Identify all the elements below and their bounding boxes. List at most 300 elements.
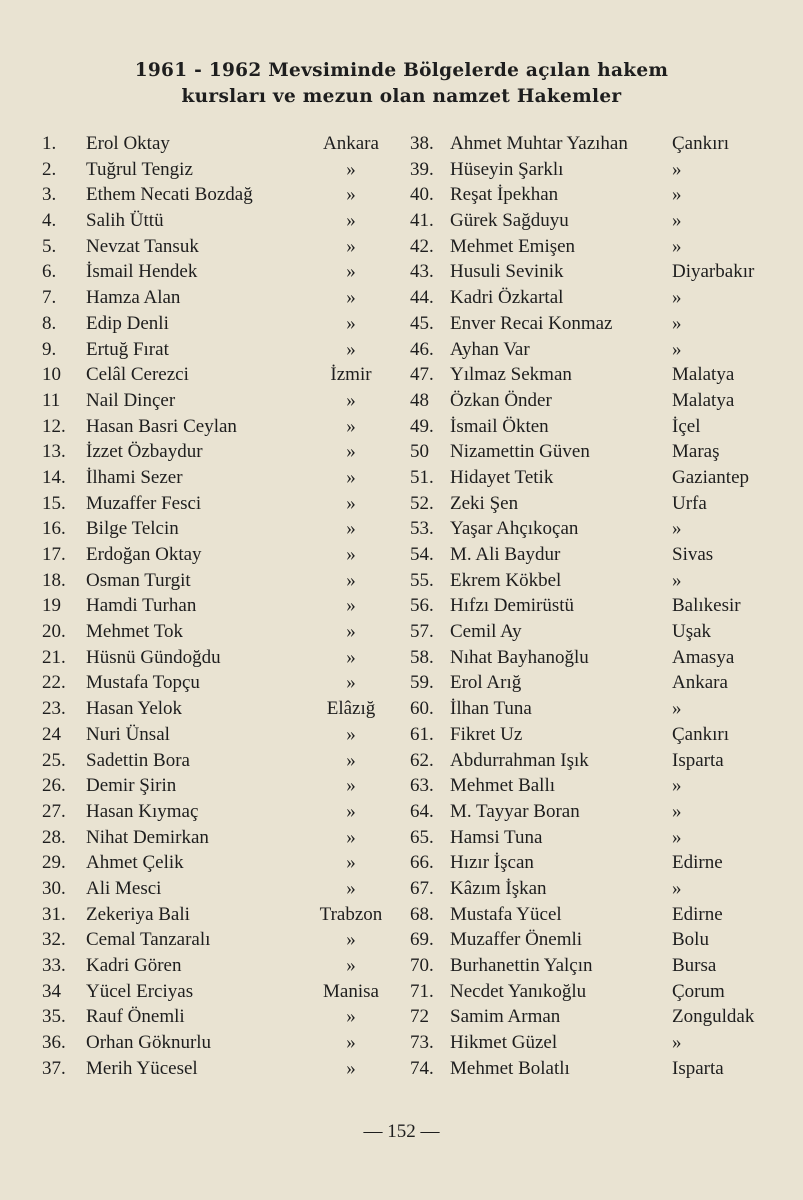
entry-number: 69.: [410, 929, 434, 951]
list-item: [410, 542, 775, 568]
referee-name: Reşat İpekhan: [450, 184, 559, 206]
list-item: [410, 362, 775, 388]
entry-number: 37.: [42, 1057, 66, 1079]
referee-name: Ayhan Var: [450, 338, 530, 360]
referee-city: »: [346, 518, 356, 540]
list-item: [42, 1004, 392, 1030]
referee-name: Mehmet Ballı: [450, 775, 556, 797]
referee-city: »: [346, 466, 356, 488]
entry-number: 59.: [410, 672, 434, 694]
referee-name: Burhanettin Yalçın: [450, 955, 593, 976]
list-item: [42, 568, 392, 594]
referee-name: İlhami Sezer: [86, 466, 183, 488]
list-item: [42, 799, 392, 825]
referee-city: Urfa: [672, 492, 707, 514]
entry-number: 27.: [42, 800, 66, 822]
referee-name: Zeki Şen: [450, 492, 519, 514]
referee-name: İlhan Tuna: [450, 698, 532, 720]
referee-name: Hamdi Turhan: [86, 595, 197, 617]
entry-number: 65.: [410, 826, 434, 848]
referee-city: »: [346, 569, 356, 591]
entry-number: 63.: [410, 775, 434, 797]
entry-number: 64.: [410, 800, 434, 822]
list-item: [410, 157, 775, 183]
entry-number: 41.: [410, 210, 434, 232]
referee-city: »: [346, 929, 356, 951]
list-item: [42, 619, 392, 645]
entry-number: 30.: [42, 877, 66, 899]
referee-city: »: [346, 595, 356, 617]
referee-city: »: [346, 312, 356, 334]
list-item: [42, 1056, 392, 1082]
entry-number: 46.: [410, 338, 434, 360]
entry-number: 52.: [410, 492, 434, 514]
referee-name: Kadri Özkartal: [450, 287, 564, 309]
entry-number: 3.: [42, 184, 57, 206]
referee-city: »: [346, 287, 356, 309]
referee-city: Zonguldak: [672, 1006, 755, 1028]
entry-number: 5.: [42, 235, 57, 257]
referee-name: Erdoğan Oktay: [86, 544, 202, 565]
referee-name: Samim Arman: [450, 1006, 561, 1028]
referee-name: Erol Oktay: [86, 133, 170, 154]
entry-number: 1.: [42, 133, 57, 154]
list-item: [410, 645, 775, 671]
list-item: [410, 670, 775, 696]
referee-name: Gürek Sağduyu: [450, 210, 569, 232]
referee-name: M. Ali Baydur: [450, 544, 561, 565]
entry-number: 54.: [410, 544, 434, 565]
referee-city: Uşak: [672, 621, 712, 643]
entry-number: 17.: [42, 544, 66, 565]
referee-city: »: [346, 723, 356, 745]
referee-city: Manisa: [323, 980, 379, 1002]
list-item: [42, 876, 392, 902]
referee-city: »: [672, 518, 682, 540]
referee-name: Nevzat Tansuk: [86, 235, 199, 257]
list-item: [42, 182, 392, 208]
referee-city: »: [346, 415, 356, 437]
referee-name: Yaşar Ahçıkoçan: [450, 518, 579, 540]
list-item: [42, 311, 392, 337]
referee-city: »: [346, 749, 356, 771]
referee-name: İsmail Hendek: [86, 261, 198, 283]
list-item: [410, 285, 775, 311]
list-item: [42, 850, 392, 876]
referee-city: »: [672, 1032, 682, 1054]
referee-name: Enver Recai Konmaz: [450, 312, 613, 334]
referee-name: Ahmet Çelik: [86, 852, 184, 874]
entry-number: 34: [42, 980, 61, 1002]
list-item: [42, 157, 392, 183]
list-item: [410, 208, 775, 234]
entry-number: 42.: [410, 235, 434, 257]
referee-name: Bilge Telcin: [86, 518, 179, 540]
list-item: [410, 234, 775, 260]
referee-city: Bolu: [672, 929, 709, 951]
list-item: [42, 825, 392, 851]
entry-number: 21.: [42, 646, 66, 668]
referee-city: Diyarbakır: [672, 261, 755, 283]
referee-city: »: [672, 158, 682, 180]
entry-number: 49.: [410, 415, 434, 437]
list-item: [410, 1056, 775, 1082]
list-item: [410, 337, 775, 363]
referee-name: Hasan Kıymaç: [86, 800, 199, 822]
list-item: [42, 516, 392, 542]
referee-city: »: [346, 158, 356, 180]
referee-city: »: [672, 826, 682, 848]
entry-number: 12.: [42, 415, 66, 437]
referee-city: »: [346, 826, 356, 848]
referee-name: Husuli Sevinik: [450, 261, 564, 283]
referee-city: »: [672, 210, 682, 232]
list-item: [42, 953, 392, 979]
referee-name: Merih Yücesel: [86, 1057, 198, 1079]
referee-name: Celâl Cerezci: [86, 364, 189, 386]
referee-name: Nıhat Bayhanoğlu: [450, 646, 589, 668]
referee-name: Orhan Göknurlu: [86, 1032, 212, 1054]
referee-city: Ankara: [323, 133, 379, 154]
list-item: [410, 619, 775, 645]
entry-number: 73.: [410, 1032, 434, 1054]
referee-city: Amasya: [672, 646, 735, 668]
entry-number: 57.: [410, 621, 434, 643]
list-item: [42, 645, 392, 671]
referee-city: »: [346, 800, 356, 822]
list-item: [410, 491, 775, 517]
entry-number: 55.: [410, 569, 434, 591]
referee-city: »: [672, 800, 682, 822]
referee-city: Balıkesir: [672, 595, 741, 617]
entry-number: 61.: [410, 723, 434, 745]
list-item: [410, 388, 775, 414]
list-item: [42, 979, 392, 1005]
referee-city: »: [672, 235, 682, 257]
referee-list-left-column: [42, 131, 392, 1081]
entry-number: 56.: [410, 595, 434, 617]
list-item: [42, 1030, 392, 1056]
referee-name: Hüsnü Gündoğdu: [86, 646, 221, 668]
entry-number: 24: [42, 723, 61, 745]
referee-city: »: [346, 672, 356, 694]
list-item: [410, 773, 775, 799]
referee-name: Hidayet Tetik: [450, 466, 554, 488]
referee-name: Nizamettin Güven: [450, 441, 590, 463]
referee-city: »: [672, 338, 682, 360]
entry-number: 72: [410, 1006, 429, 1028]
referee-name: Hikmet Güzel: [450, 1032, 558, 1054]
list-item: [410, 259, 775, 285]
entry-number: 32.: [42, 929, 66, 951]
referee-name: Abdurrahman Işık: [450, 749, 589, 771]
entry-number: 40.: [410, 184, 434, 206]
list-item: [42, 131, 392, 157]
referee-city: »: [346, 210, 356, 232]
referee-city: Çankırı: [672, 133, 729, 154]
list-item: [42, 670, 392, 696]
entry-number: 10: [42, 364, 61, 386]
referee-city: Sivas: [672, 544, 714, 565]
referee-city: »: [672, 287, 682, 309]
referee-name: Fikret Uz: [450, 723, 523, 745]
page-heading: [0, 58, 803, 110]
entry-number: 20.: [42, 621, 66, 643]
entry-number: 33.: [42, 955, 66, 976]
list-item: [410, 516, 775, 542]
list-item: [42, 362, 392, 388]
referee-city: »: [346, 1057, 356, 1079]
list-item: [410, 593, 775, 619]
referee-name: Cemil Ay: [450, 621, 522, 643]
referee-name: Mustafa Topçu: [86, 672, 200, 694]
entry-number: 39.: [410, 158, 434, 180]
list-item: [42, 542, 392, 568]
referee-name: Osman Turgit: [86, 569, 191, 591]
referee-city: Maraş: [672, 441, 720, 463]
referee-name: Ali Mesci: [86, 877, 162, 899]
list-item: [42, 388, 392, 414]
referee-city: Çorum: [672, 980, 725, 1002]
referee-name: Kâzım İşkan: [450, 877, 547, 899]
list-item: [42, 285, 392, 311]
referee-city: Malatya: [672, 389, 735, 411]
referee-name: Mustafa Yücel: [450, 903, 562, 925]
entry-number: 67.: [410, 877, 434, 899]
entry-number: 60.: [410, 698, 434, 720]
entry-number: 22.: [42, 672, 66, 694]
referee-name: Erol Arığ: [450, 672, 522, 694]
list-item: [410, 953, 775, 979]
referee-city: Trabzon: [319, 903, 383, 925]
referee-name: Ahmet Muhtar Yazıhan: [450, 133, 628, 154]
list-item: [410, 825, 775, 851]
list-item: [42, 773, 392, 799]
list-item: [410, 568, 775, 594]
list-item: [42, 414, 392, 440]
referee-city: »: [346, 544, 356, 565]
entry-number: 35.: [42, 1006, 66, 1028]
list-item: [410, 439, 775, 465]
referee-city: »: [346, 852, 356, 874]
page-number: — 152 —: [363, 1121, 440, 1142]
referee-name: Necdet Yanıkoğlu: [450, 980, 587, 1002]
list-item: [410, 850, 775, 876]
referee-city: »: [346, 338, 356, 360]
referee-city: »: [672, 877, 682, 899]
referee-city: »: [672, 569, 682, 591]
referee-name: Mehmet Bolatlı: [450, 1057, 570, 1079]
referee-city: »: [346, 389, 356, 411]
entry-number: 14.: [42, 466, 66, 488]
entry-number: 18.: [42, 569, 66, 591]
list-item: [42, 593, 392, 619]
list-item: [410, 131, 775, 157]
entry-number: 25.: [42, 749, 66, 771]
entry-number: 47.: [410, 364, 434, 386]
referee-name: Tuğrul Tengiz: [86, 158, 193, 180]
referee-city: İçel: [672, 415, 701, 437]
entry-number: 31.: [42, 903, 66, 925]
referee-name: Hasan Yelok: [86, 698, 183, 720]
referee-city: »: [346, 261, 356, 283]
referee-name: Yücel Erciyas: [86, 980, 194, 1002]
list-item: [42, 748, 392, 774]
referee-name: Muzaffer Önemli: [450, 929, 583, 951]
referee-name: İsmail Ökten: [450, 415, 549, 437]
referee-city: Ankara: [672, 672, 728, 694]
referee-name: Demir Şirin: [86, 775, 177, 797]
referee-name: Kadri Gören: [86, 955, 182, 976]
entry-number: 50: [410, 441, 429, 463]
list-item: [410, 927, 775, 953]
entry-number: 29.: [42, 852, 66, 874]
entry-number: 43.: [410, 261, 434, 283]
referee-name: Sadettin Bora: [86, 749, 190, 771]
entry-number: 7.: [42, 287, 57, 309]
list-item: [410, 902, 775, 928]
referee-city: »: [346, 877, 356, 899]
referee-name: Edip Denli: [86, 312, 169, 334]
referee-name: Hıfzı Demirüstü: [450, 595, 575, 617]
list-item: [42, 722, 392, 748]
referee-city: »: [346, 492, 356, 514]
list-item: [410, 311, 775, 337]
referee-city: Malatya: [672, 364, 735, 386]
entry-number: 4.: [42, 210, 57, 232]
list-item: [42, 337, 392, 363]
entry-number: 2.: [42, 158, 57, 180]
entry-number: 38.: [410, 133, 434, 154]
referee-name: Rauf Önemli: [86, 1006, 185, 1028]
list-item: [410, 414, 775, 440]
entry-number: 13.: [42, 441, 66, 463]
referee-city: Çankırı: [672, 723, 729, 745]
referee-city: »: [672, 312, 682, 334]
referee-city: Isparta: [672, 1057, 724, 1079]
entry-number: 71.: [410, 980, 434, 1002]
referee-name: Zekeriya Bali: [86, 903, 190, 925]
referee-name: Muzaffer Fesci: [86, 492, 202, 514]
entry-number: 66.: [410, 852, 434, 874]
entry-number: 74.: [410, 1057, 434, 1079]
referee-city: »: [346, 1032, 356, 1054]
entry-number: 15.: [42, 492, 66, 514]
referee-name: Nuri Ünsal: [86, 723, 170, 745]
entry-number: 9.: [42, 338, 57, 360]
list-item: [410, 1004, 775, 1030]
referee-city: Elâzığ: [326, 698, 376, 720]
referee-city: Edirne: [672, 903, 723, 925]
heading-line-2: kursları ve mezun olan namzet Hakemler: [181, 86, 622, 107]
referee-name: İzzet Özbaydur: [86, 441, 203, 463]
entry-number: 8.: [42, 312, 57, 334]
referee-name: Yılmaz Sekman: [450, 364, 572, 386]
entry-number: 62.: [410, 749, 434, 771]
referee-name: Hamza Alan: [86, 287, 181, 309]
list-item: [410, 696, 775, 722]
list-item: [42, 439, 392, 465]
referee-name: Cemal Tanzaralı: [86, 929, 211, 951]
referee-name: Hızır İşcan: [450, 852, 534, 874]
referee-city: »: [672, 775, 682, 797]
referee-name: M. Tayyar Boran: [450, 800, 580, 822]
referee-city: »: [346, 235, 356, 257]
list-item: [410, 748, 775, 774]
referee-name: Salih Üttü: [86, 210, 164, 232]
referee-city: »: [672, 184, 682, 206]
referee-city: »: [346, 184, 356, 206]
entry-number: 16.: [42, 518, 66, 540]
referee-name: Mehmet Emişen: [450, 235, 576, 257]
list-item: [410, 465, 775, 491]
referee-city: Edirne: [672, 852, 723, 874]
referee-city: »: [346, 775, 356, 797]
referee-city: İzmir: [330, 364, 372, 386]
referee-city: Gaziantep: [672, 466, 750, 488]
heading-line-1: 1961 - 1962 Mevsiminde Bölgelerde açılan hakem: [134, 60, 669, 81]
entry-number: 11: [42, 389, 61, 411]
entry-number: 45.: [410, 312, 434, 334]
list-item: [42, 927, 392, 953]
list-item: [42, 234, 392, 260]
entry-number: 36.: [42, 1032, 66, 1054]
referee-name: Ertuğ Fırat: [86, 338, 169, 360]
referee-name: Ekrem Kökbel: [450, 569, 562, 591]
list-item: [410, 1030, 775, 1056]
referee-city: »: [346, 621, 356, 643]
referee-list-right-column: [410, 131, 775, 1081]
list-item: [410, 182, 775, 208]
referee-city: Bursa: [672, 955, 717, 976]
entry-number: 44.: [410, 287, 434, 309]
entry-number: 28.: [42, 826, 66, 848]
entry-number: 53.: [410, 518, 434, 540]
list-item: [42, 696, 392, 722]
referee-city: »: [672, 698, 682, 720]
entry-number: 51.: [410, 466, 434, 488]
list-item: [42, 465, 392, 491]
referee-name: Ethem Necati Bozdağ: [86, 184, 253, 206]
list-item: [42, 902, 392, 928]
list-item: [410, 876, 775, 902]
entry-number: 6.: [42, 261, 57, 283]
entry-number: 19: [42, 595, 61, 617]
referee-name: Hasan Basri Ceylan: [86, 415, 237, 437]
referee-name: Mehmet Tok: [86, 621, 184, 643]
list-item: [410, 722, 775, 748]
list-item: [42, 259, 392, 285]
referee-city: »: [346, 955, 356, 976]
list-item: [42, 208, 392, 234]
referee-name: Hamsi Tuna: [450, 826, 543, 848]
entry-number: 48: [410, 389, 429, 411]
entry-number: 26.: [42, 775, 66, 797]
referee-city: »: [346, 441, 356, 463]
referee-city: Isparta: [672, 749, 724, 771]
referee-name: Özkan Önder: [450, 389, 552, 411]
referee-name: Nail Dinçer: [86, 389, 176, 411]
list-item: [410, 979, 775, 1005]
entry-number: 70.: [410, 955, 434, 976]
entry-number: 58.: [410, 646, 434, 668]
entry-number: 23.: [42, 698, 66, 720]
entry-number: 68.: [410, 903, 434, 925]
list-item: [410, 799, 775, 825]
referee-name: Nihat Demirkan: [86, 826, 209, 848]
referee-name: Hüseyin Şarklı: [450, 158, 564, 180]
referee-city: »: [346, 1006, 356, 1028]
